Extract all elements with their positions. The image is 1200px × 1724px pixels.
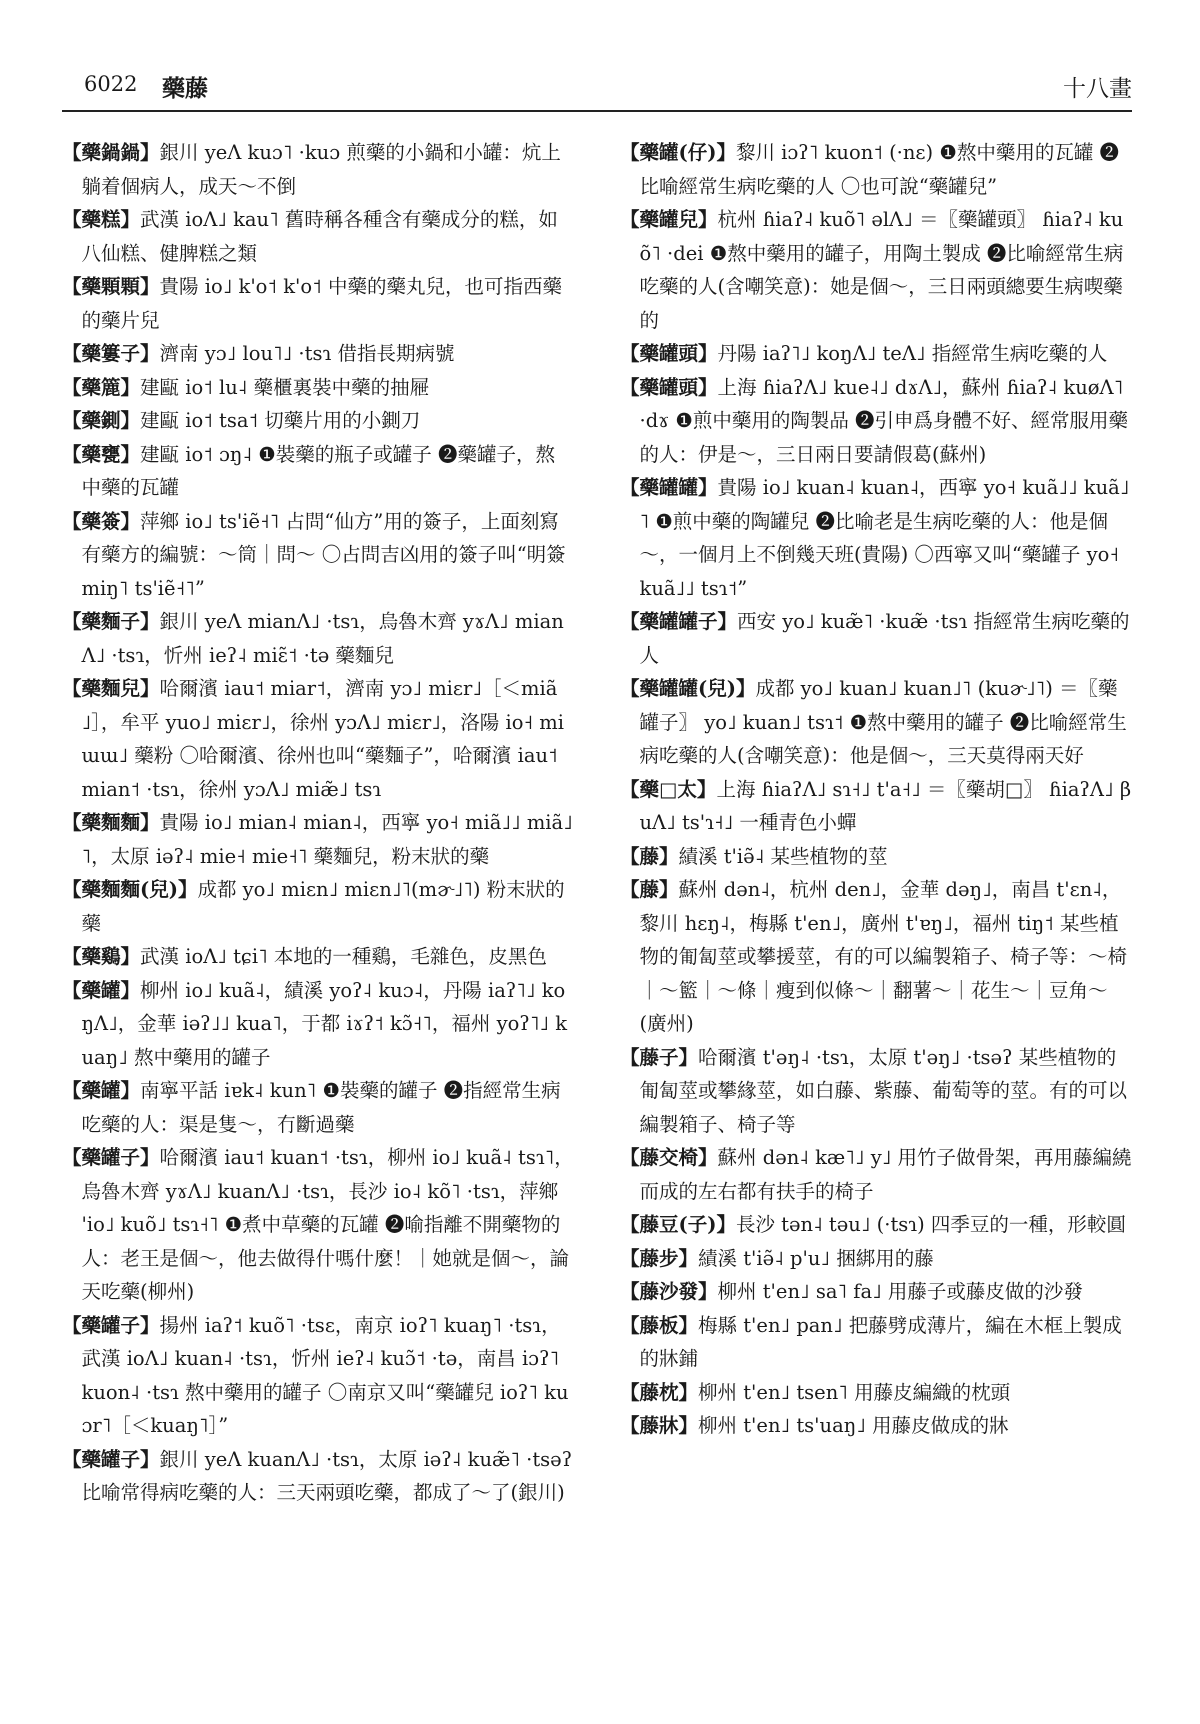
dictionary-entry <box>620 1309 1132 1376</box>
left-column <box>62 136 574 1510</box>
dictionary-entry <box>620 873 1132 1041</box>
entry-headword: 【藥罐兒】 <box>620 208 718 231</box>
entry-definition: 西安 yo˩ kuæ̃˥ ·kuæ̃ ·tsɿ 指經常生病吃藥的人 <box>639 610 1130 667</box>
entry-definition: 梅縣 t'en˩ pan˩ 把藤劈成薄片，編在木框上製成的牀鋪 <box>639 1313 1122 1370</box>
entry-headword: 【藥鍘】 <box>62 409 141 432</box>
dictionary-entry <box>62 873 574 940</box>
entry-definition: 黎川 iɔʔ˥ kuon˦ (·nɛ) ❶熬中藥用的瓦罐 ❷比喻經常生病吃藥的人 〇也可說“藥罐兒” <box>639 141 1120 198</box>
page-header <box>62 66 1132 106</box>
header-rule <box>62 110 1132 112</box>
entry-definition: 武漢 ioɅ˩ kau˥ 舊時稱各種含有藥成分的糕，如八仙糕、健脾糕之類 <box>81 208 558 265</box>
entry-definition: 成都 yo˩ miɛn˩ miɛn˩˥(mɚ˩˥) 粉末狀的藥 <box>81 878 565 935</box>
entry-definition: 柳州 t'en˩ tsen˥ 用藤皮編織的枕頭 <box>698 1380 1011 1404</box>
entry-definition: 武漢 ioɅ˩ tɕi˥ 本地的一種鷄，毛雜色，皮黑色 <box>140 945 547 968</box>
entry-headword: 【藤子】 <box>620 1045 699 1069</box>
entry-headword: 【藥簏】 <box>62 375 141 399</box>
dictionary-entry <box>62 371 574 405</box>
dictionary-entry <box>620 1409 1132 1443</box>
entry-headword: 【藤枕】 <box>620 1380 699 1404</box>
dictionary-entry <box>62 438 574 505</box>
entry-definition: 上海 ɦiaʔɅ˩ sɿ˧˩ t'a˧˩ ＝〖藥胡□〗 ɦiaʔɅ˩ βuɅ˩ ts'ɿ˧˩ 一種青色小蟬 <box>639 777 1132 834</box>
dictionary-entry <box>62 605 574 672</box>
dictionary-entry <box>62 337 574 371</box>
dictionary-entry <box>62 940 574 974</box>
entry-definition: 哈爾濱 iau˦ miar˦，濟南 yɔ˩ miɛr˩［＜miã˩］，牟平 yuo˩ miɛr˩，徐州 yɔɅ˩ miɛr˩，洛陽 io˧ miɯɯ˩ 藥粉 〇哈爾濱、徐州也叫“藥麵子”，哈爾濱 iau˦ mian˦ ·tsɿ，徐州 yɔɅ˩ miæ̃˩ tsɿ <box>81 677 564 801</box>
entry-definition: 成都 yo˩ kuan˩ kuan˩˥ (kuɚ˩˥) ＝〖藥罐子〗 yo˩ kuan˩ tsɿ˦ ❶熬中藥用的罐子 ❷比喻經常生病吃藥的人(含嘲笑意)：他是個～，三天莫得兩天好 <box>639 677 1127 767</box>
entry-definition: 蘇州 dən˨，杭州 den˩，金華 dəŋ˩，南昌 t'ɛn˨，黎川 hɛŋ˨，梅縣 t'en˩，廣州 t'ɐŋ˩，福州 tiŋ˦ 某些植物的匍匐莖或攀援莖，有的可以編製箱子、椅子等：～椅｜～籃｜～條｜瘦到似條～｜翻薯～｜花生～｜豆角～(廣州) <box>639 878 1128 1035</box>
entry-definition: 績溪 t'iə̃˨ 某些植物的莖 <box>678 844 888 868</box>
entry-headword: 【藥簍子】 <box>62 342 160 365</box>
dictionary-entry <box>620 840 1132 874</box>
dictionary-entry <box>620 136 1132 203</box>
dictionary-entry <box>620 471 1132 605</box>
entry-definition: 蘇州 dən˨ kæ˥˩ y˩ 用竹子做骨架，再用藤編繞而成的左右都有扶手的椅子 <box>639 1146 1132 1203</box>
entry-definition: 上海 ɦiaʔɅ˩ kue˨˩ dɤɅ˩，蘇州 ɦiaʔ˨ kuøɅ˥ ·dɤ ❶煎中藥用的陶製品 ❷引申爲身體不好、經常服用藥的人：伊是～，三日兩日要請假葛(蘇州) <box>639 375 1129 466</box>
entry-headword: 【藥麵兒】 <box>62 677 160 700</box>
entry-headword: 【藥鍋鍋】 <box>62 141 160 164</box>
entry-definition: 長沙 tən˨ təu˩ (·tsɿ) 四季豆的一種，形較圓 <box>735 1213 1126 1236</box>
entry-headword: 【藤交椅】 <box>620 1146 718 1169</box>
entry-definition: 南寧平話 iɐk˨ kun˥ ❶裝藥的罐子 ❷指經常生病吃藥的人：渠是隻～，冇斷過藥 <box>81 1079 561 1136</box>
dictionary-entry <box>62 672 574 806</box>
entry-definition: 績溪 t'iə̃˨ p'u˩ 捆綁用的藤 <box>698 1246 934 1270</box>
entry-headword: 【藤沙發】 <box>620 1280 718 1303</box>
dictionary-entry <box>620 1141 1132 1208</box>
entry-headword: 【藥鷄】 <box>62 945 141 968</box>
dictionary-entry <box>620 1041 1132 1142</box>
dictionary-entry <box>62 1141 574 1309</box>
entry-headword: 【藥□太】 <box>620 777 717 801</box>
entry-definition: 建甌 io˦ tsa˦ 切藥片用的小鍘刀 <box>140 409 421 432</box>
entry-definition: 哈爾濱 t'əŋ˨ ·tsɿ，太原 t'əŋ˩ ·tsəʔ 某些植物的匍匐莖或攀緣莖，如白藤、紫藤、葡萄等的莖。有的可以編製箱子、椅子等 <box>639 1045 1128 1136</box>
entry-definition: 萍鄉 io˩ ts'iẽ˧˥ 占問“仙方”用的簽子，上面刻寫有藥方的編號：～筒｜問～ 〇占問吉凶用的簽子叫“明簽 miŋ˥ ts'iẽ˧˥” <box>81 509 566 600</box>
entry-headword: 【藥罐頭】 <box>620 375 718 399</box>
entry-headword: 【藥罐頭】 <box>620 342 718 365</box>
entry-headword: 【藥簽】 <box>62 509 141 533</box>
entry-definition: 銀川 yeɅ kuanɅ˩ ·tsɿ，太原 iəʔ˨ kuæ̃˥ ·tsəʔ 比喻常得病吃藥的人：三天兩頭吃藥，都成了～了(銀川) <box>81 1447 573 1504</box>
entry-definition: 丹陽 iaʔ˥˩ koŋɅ˩ teɅ˩ 指經常生病吃藥的人 <box>717 342 1108 365</box>
entry-definition: 柳州 t'en˩ ts'uaŋ˩ 用藤皮做成的牀 <box>698 1414 1009 1437</box>
dictionary-entry <box>62 974 574 1075</box>
entry-definition: 揚州 iaʔ˦ kuõ˥ ·tsɛ，南京 ioʔ˥ kuaŋ˥ ·tsɿ，武漢 ioɅ˩ kuan˨ ·tsɿ，忻州 ieʔ˨ kuɔ̃˦ ·tə，南昌 iɔʔ˥ kuon˨ ·tsɿ 熬中藥用的罐子 〇南京又叫“藥罐兒 ioʔ˥ kuɔr˥［＜kuaŋ˥］” <box>81 1313 569 1437</box>
entry-headword: 【藥糕】 <box>62 208 141 231</box>
entry-headword: 【藥罐罐(兒)】 <box>620 677 756 700</box>
entry-definition: 濟南 yɔ˩ lou˥˩ ·tsɿ 借指長期病號 <box>159 342 455 365</box>
entry-definition: 哈爾濱 iau˦ kuan˦ ·tsɿ，柳州 io˩ kuã˨ tsɿ˥，烏魯木齊 yɤɅ˩ kuanɅ˩ ·tsɿ，長沙 io˨ kõ˥ ·tsɿ，萍鄉 'io˩ kuõ˩ tsɿ˧˥ ❶煮中草藥的瓦罐 ❷喻指離不開藥物的人：老王是個～，他去做得什嗎什麼！｜她就是個～，論天吃藥(柳州) <box>81 1146 574 1303</box>
entry-definition: 柳州 t'en˩ sa˥ fa˩ 用藤子或藤皮做的沙發 <box>717 1280 1083 1303</box>
entry-headword: 【藥罐】 <box>62 1079 141 1102</box>
entry-definition: 銀川 yeɅ kuɔ˥ ·kuɔ 煎藥的小鍋和小罐：炕上躺着個病人，成天～不倒 <box>81 141 561 198</box>
entry-definition: 銀川 yeɅ mianɅ˩ ·tsɿ，烏魯木齊 yɤɅ˩ mianɅ˩ ·tsɿ，忻州 ieʔ˨ miɛ̃˦ ·tə 藥麵兒 <box>81 610 564 667</box>
entry-headword: 【藥甕】 <box>62 442 141 466</box>
entry-headword: 【藥罐(仔)】 <box>620 141 736 164</box>
dictionary-entry <box>62 404 574 438</box>
dictionary-entry <box>620 1242 1132 1276</box>
dictionary-entry <box>62 505 574 606</box>
entry-headword: 【藤牀】 <box>620 1414 699 1437</box>
dictionary-entry <box>62 203 574 270</box>
entry-definition: 柳州 io˩ kuã˨，績溪 yoʔ˨ kuɔ˨，丹陽 iaʔ˥˩ koŋɅ˩，金華 iəʔ˩˩ kua˥，于都 iɤʔ˦ kɔ̃˧˥，福州 yoʔ˥˩ kuaŋ˩ 熬中藥用的罐子 <box>81 978 568 1069</box>
entry-headword: 【藥罐罐】 <box>620 476 718 499</box>
dictionary-entry <box>62 270 574 337</box>
entry-headword: 【藥顆顆】 <box>62 275 160 298</box>
entry-definition: 貴陽 io˩ kuan˨ kuan˨，西寧 yo˧ kuã˩˩ kuã˩˥ ❶煎中藥的陶罐兒 ❷比喻老是生病吃藥的人：他是個～，一個月上不倒幾天班(貴陽) 〇西寧又叫“藥罐子 yo˧ kuã˩˩ tsɿ˦” <box>639 476 1130 600</box>
dictionary-entry <box>620 203 1132 337</box>
dictionary-entry <box>620 1275 1132 1309</box>
dictionary-entry <box>620 337 1132 371</box>
entry-definition: 貴陽 io˩ k'o˦ k'o˦ 中藥的藥丸兒，也可指西藥的藥片兒 <box>81 275 562 332</box>
dictionary-entry <box>620 773 1132 840</box>
dictionary-entry <box>620 672 1132 773</box>
entry-headword: 【藥罐】 <box>62 978 141 1002</box>
entry-headword: 【藤步】 <box>620 1246 699 1270</box>
entry-headword: 【藤豆(子)】 <box>620 1213 736 1236</box>
entry-headword: 【藥罐子】 <box>62 1146 160 1169</box>
entry-headword: 【藥麵麵(兒)】 <box>62 878 198 901</box>
dictionary-entry <box>62 1309 574 1443</box>
page-number: 6022 <box>84 72 138 96</box>
dictionary-entry <box>620 1376 1132 1410</box>
dictionary-entry <box>62 136 574 203</box>
dictionary-entry <box>62 806 574 873</box>
stroke-section-label: 十八畫 <box>1063 76 1132 102</box>
entry-headword: 【藥麵子】 <box>62 610 160 633</box>
entry-headword: 【藥罐子】 <box>62 1447 160 1471</box>
entry-definition: 杭州 ɦiaʔ˨ kuõ˥ əlɅ˩ ＝〖藥罐頭〗 ɦiaʔ˨ kuõ˥ ·dei ❶熬中藥用的罐子，用陶土製成 ❷比喻經常生病吃藥的人(含嘲笑意)：她是個～，三日兩頭總要生病喫藥的 <box>639 208 1124 332</box>
dictionary-entry <box>620 1208 1132 1242</box>
entry-headword: 【藤板】 <box>620 1313 699 1337</box>
dictionary-entry <box>62 1074 574 1141</box>
entry-headword: 【藤】 <box>620 844 679 868</box>
entry-headword: 【藤】 <box>620 878 679 901</box>
entry-definition: 建甌 io˦ lu˨ 藥櫃裏裝中藥的抽屜 <box>140 375 430 399</box>
dictionary-entry <box>620 605 1132 672</box>
entry-headword: 【藥麵麵】 <box>62 811 160 834</box>
running-head-title: 藥藤 <box>162 75 208 102</box>
dictionary-entry <box>620 371 1132 472</box>
entry-headword: 【藥罐子】 <box>62 1313 160 1337</box>
right-column <box>620 136 1132 1443</box>
entry-headword: 【藥罐罐子】 <box>620 610 738 633</box>
dictionary-entry <box>62 1443 574 1510</box>
entry-definition: 貴陽 io˩ mian˨ mian˨，西寧 yo˧ miã˩˩ miã˩˥，太原 iəʔ˨ mie˧ mie˧˥ 藥麵兒，粉末狀的藥 <box>81 811 573 868</box>
entry-definition: 建甌 io˦ ɔŋ˨ ❶裝藥的瓶子或罐子 ❷藥罐子，熬中藥的瓦罐 <box>81 442 555 499</box>
